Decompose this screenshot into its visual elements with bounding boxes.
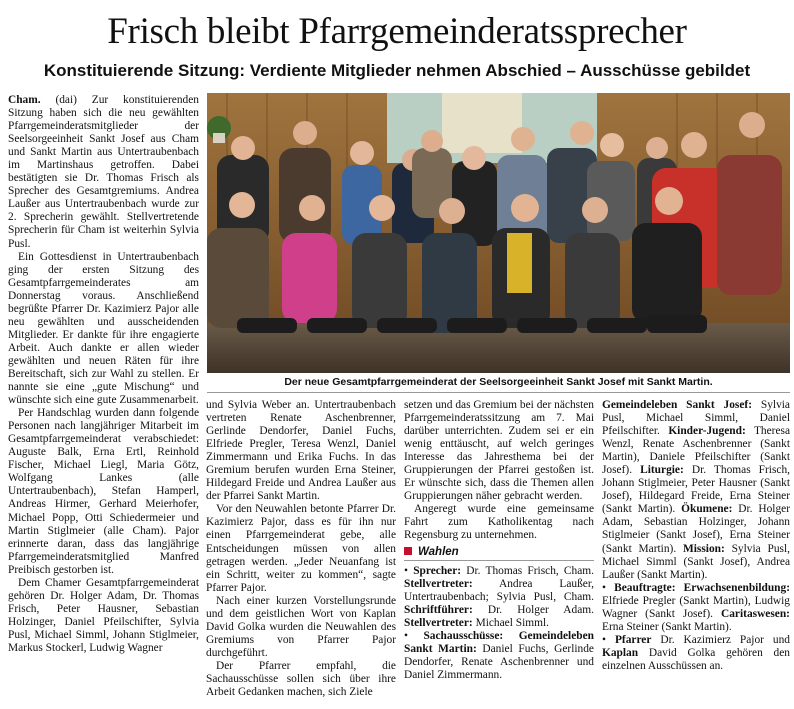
wahlen-entry: • Sprecher: Dr. Thomas Frisch, Cham. Stellvertreter: Andrea Laußer, Untertraubenbach; Sylvia Pusl, Cham. Schriftführer: Dr. Holger Adam. Stellvertreter: Michael Simml. xyxy=(404,564,594,629)
kaplan-label: Kaplan xyxy=(602,646,639,659)
beauftragte-label: Beauftragte: Erwachsenenbildung: xyxy=(614,581,790,594)
wahlen-entry: • Pfarrer Dr. Kazimierz Pajor und Kaplan David Golka gehören den einzelnen Ausschüssen an. xyxy=(602,633,790,672)
wahlen-heading xyxy=(404,546,594,561)
kinder-jugend-label: Kinder-Jugend: xyxy=(668,425,746,438)
gemeindeleben-martin-label: Gemeindeleben Sankt Martin: xyxy=(404,629,594,655)
wahlen-entry: • Beauftragte: Erwachsenenbildung: Elfriede Pregler (Sankt Martin), Ludwig Wagner (Sankt Josef). Caritaswesen: Erna Steiner (Sankt Martin). xyxy=(602,581,790,633)
dateline: Cham. xyxy=(8,94,41,106)
schriftfuehrer-text: Dr. Holger Adam. xyxy=(487,603,594,616)
article-column-4 xyxy=(602,399,790,707)
sprecher-text: Dr. Thomas Frisch, Cham. xyxy=(466,564,594,577)
oekumene-text: Dr. Holger Adam, Sebastian Holzinger, Johann Stiglmeier (Sankt Josef), Erna Steiner (Sankt Martin). xyxy=(602,503,790,555)
gemeindeleben-martin-text: Daniel Fuchs, Gerlinde Dendorfer, Renate Aschenbrenner und Daniel Zimmermann. xyxy=(404,642,594,681)
wahlen-entry: • Sachausschüsse: Gemeindeleben Sankt Martin: Daniel Fuchs, Gerlinde Dendorfer, Renate Aschenbrenner und Daniel Zimmermann. xyxy=(404,629,594,681)
divider xyxy=(207,392,790,393)
paragraph: setzen und das Gremium bei der nächsten Pfarrgemeinderatssitzung am 7. Mai darüber unterrichten. Zudem sei er ein wenig enttäuscht, auf welch geringes Interesse das Jahresthema bei der Gruppierungen der Pfarrei gestoßen ist. Er wünschte sich, dass die Themen allen Gruppierungen näher gebracht werden. xyxy=(404,399,594,503)
bullet-square-icon xyxy=(404,547,412,555)
paragraph: Ein Gottesdienst in Untertraubenbach ging der ersten Sitzung des Gesamtpfarrgemeinderates am Donnerstag voraus. Anschließend begrüßte Pfarrer Dr. Kazimierz Pajor alle neu gewählten und ausscheidenden Mitglieder. Er dankte für ihre engagierte Arbeit. Auch dankte er allen wieder gewählten und neuen Räten für ihre Bereitschaft, sich zur Wahl zu stellen. Er nannte sie eine „gute Mischung“ und wünschte sich eine gute Zusammenarbeit. xyxy=(8,250,199,407)
stellvertreter2-text: Michael Simml. xyxy=(475,616,549,629)
paragraph: und Sylvia Weber an. Untertraubenbach vertreten Renate Aschenbrenner, Gerlinde Dendorfer, Daniel Fuchs, Elfriede Pregler, Teresa Wenzl, Daniel Zimmermann und Erika Fuchs. In das Gremium berufen wurden Erna Steiner, Hildegard Freide und Andrea Laußer aus der Pfarrei Sankt Martin. xyxy=(206,399,396,503)
gemeindeleben-josef-label: Gemeindeleben Sankt Josef: xyxy=(602,399,752,411)
article-column-3 xyxy=(404,399,594,707)
stellvertreter-label: Stellvertreter: xyxy=(404,577,473,590)
stellvertreter2-label: Stellvertreter: xyxy=(404,616,473,629)
article-column-1 xyxy=(8,94,199,707)
sachausschuesse-label: Sachausschüsse: xyxy=(423,629,504,642)
paragraph: Per Handschlag wurden dann folgende Personen nach langjähriger Mitarbeit im Gesamtpfarrgemeinderat verabschiedet: Auguste Balk, Erna Ertl, Reinhold Fischer, Michael Liegl, Maria Götz, Wolfgang Lankes (alle Untertraubenbach), Stefan Hamperl, Andreas Hirmer, Gerhard Meierhofer, Michael Popp, Otti Schiedermeier und Martin Stiglmeier (alle Cham). Pajor erinnerte daran, dass das langjährige Pfarrgemeinderatsmitglied Manfred Preibisch gestorben ist. xyxy=(8,407,199,576)
paragraph: Dem Chamer Gesamtpfarrgemeinderat gehören Dr. Holger Adam, Dr. Thomas Frisch, Peter Hausner, Sebastian Holzinger, Daniel Pfeilschifter, Sylvia Pusl, Michael Simml, Johann Stiglmeier, Markus Stockerl, Ludwig Wagner xyxy=(8,576,199,654)
headline: Frisch bleibt Pfarrgemeinderatssprecher xyxy=(107,11,687,52)
paragraph: Vor den Neuwahlen betonte Pfarrer Dr. Kazimierz Pajor, dass es für ihn nur einen Pfarrgemeinderat gebe, alle Entscheidungen müssen von allen getragen werden. „Jeder Neuanfang ist ein Schritt, weiter zu kommen“, sagte Pfarrer Pajor. xyxy=(206,503,396,594)
subheadline: Konstituierende Sitzung: Verdiente Mitglieder nehmen Abschied – Ausschüsse gebildet xyxy=(43,61,751,80)
kinder-jugend-text: Theresa Wenzl, Renate Aschenbrenner (Sankt Martin), Daniele Pfeilschifter (Sankt Josef). xyxy=(602,425,790,477)
kaplan-text: David Golka gehören den einzelnen Ausschüssen an. xyxy=(602,646,790,672)
sprecher-label: Sprecher: xyxy=(413,564,462,577)
caritaswesen-label: Caritaswesen: xyxy=(721,607,790,620)
caritaswesen-text: Erna Steiner (Sankt Martin). xyxy=(602,620,732,633)
stellvertreter-text: Andrea Laußer, Untertraubenbach; Sylvia Pusl, Cham. xyxy=(404,577,594,603)
article-column-2 xyxy=(206,399,396,707)
paragraph: Der Pfarrer empfahl, die Sachausschüsse sollen sich über ihre Arbeit Gedanken machen, sich Ziele xyxy=(206,659,396,699)
pfarrer-label: Pfarrer xyxy=(614,633,652,646)
group-photo-image xyxy=(207,93,790,373)
schriftfuehrer-label: Schriftführer: xyxy=(404,603,473,616)
liturgie-text: Dr. Thomas Frisch, Johann Stiglmeier, Peter Hausner (Sankt Josef), Hildegard Freide, Erna Steiner (Sankt Martin). xyxy=(602,464,790,516)
wahlen-entry xyxy=(602,399,790,582)
wahlen-heading-text: Wahlen xyxy=(418,545,459,558)
gemeindeleben-josef-text: Sylvia Pusl, Michael Simml, Daniel Pfeilschifter. xyxy=(602,399,790,438)
paragraph: Nach einer kurzen Vorstellungsrunde und dem geistlichen Wort von Kaplan David Golka wurden die Neuwahlen des Gremiums von Pfarrer Pajor durchgeführt. xyxy=(206,594,396,659)
pfarrer-text: Dr. Kazimierz Pajor und xyxy=(660,633,790,646)
oekumene-label: Ökumene: xyxy=(681,503,733,516)
beauftragte-text: Elfriede Pregler (Sankt Martin), Ludwig Wagner (Sankt Josef). xyxy=(602,594,790,620)
lead-text: (dai) Zur konstituierenden Sitzung haben sich die neu gewählten Pfarrgemeinderatsmitglieder der Seelsorgeeinheit Sankt Josef aus Cham und Sankt Martin aus Untertraubenbach im Martinshaus getroffen. Dabei bestätigten sie Dr. Thomas Frisch als Sprecher des Gesamtgremiums. Andrea Laußer aus Untertraubenbach wurde zur 2. Sprecherin gewählt. Stellvertretende Sprecherin für Cham ist weiterhin Sylvia Pusl. xyxy=(8,94,199,250)
mission-label: Mission: xyxy=(683,542,725,555)
mission-text: Sylvia Pusl, Michael Simml (Sankt Josef), Andrea Laußer (Sankt Martin). xyxy=(602,542,790,581)
group-photo xyxy=(207,93,790,373)
paragraph: Angeregt wurde eine gemeinsame Fahrt zum Katholikentag nach Regensburg zu unternehmen. xyxy=(404,503,594,542)
lead-paragraph xyxy=(8,94,199,251)
liturgie-label: Liturgie: xyxy=(640,464,684,477)
photo-caption: Der neue Gesamtpfarrgemeinderat der Seelsorgeeinheit Sankt Josef mit Sankt Martin. xyxy=(284,376,713,388)
